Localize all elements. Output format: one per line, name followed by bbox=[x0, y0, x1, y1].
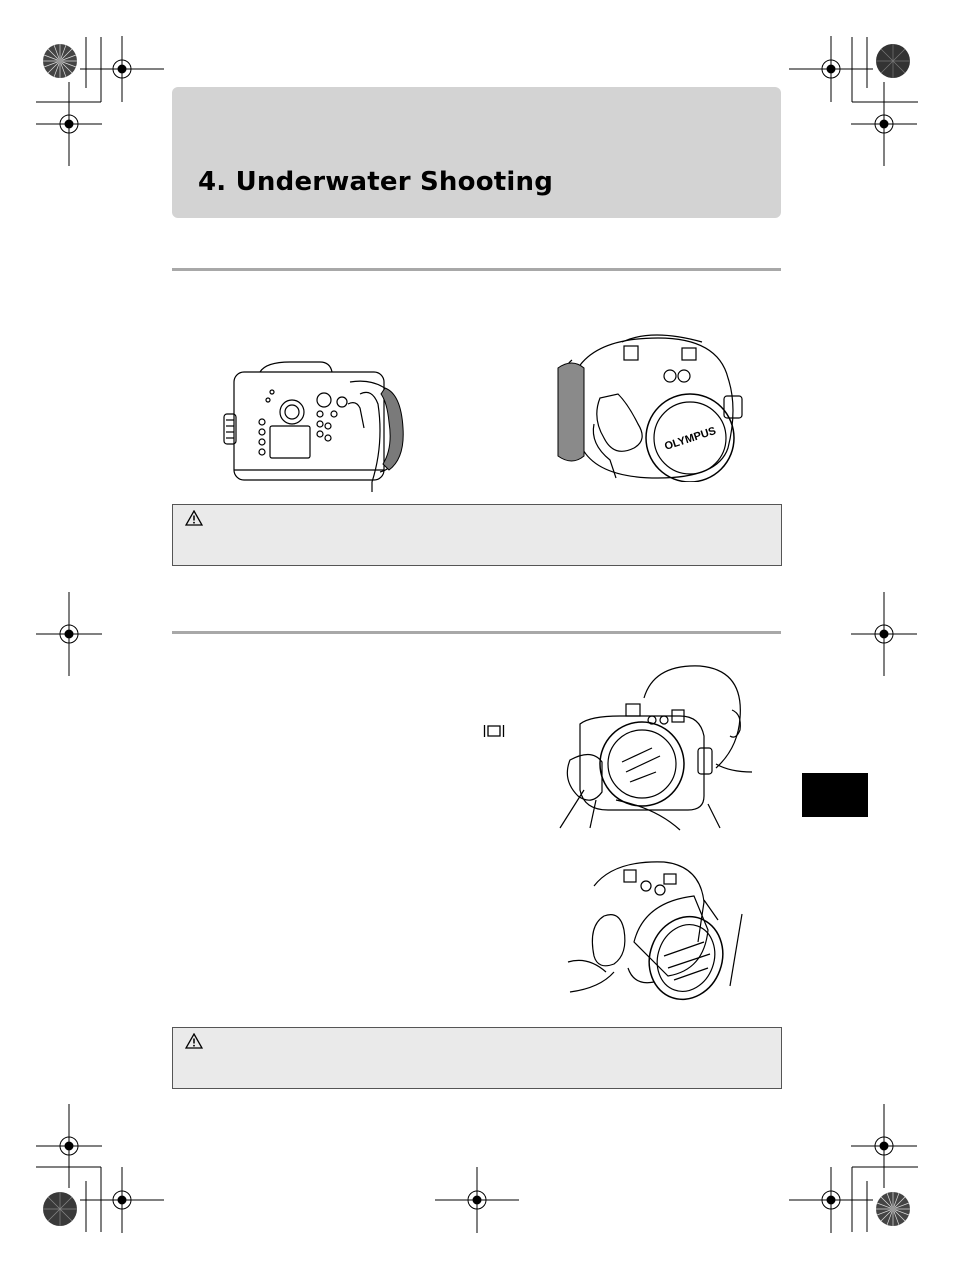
section-title-banner bbox=[172, 87, 781, 218]
registration-circle bbox=[876, 44, 910, 78]
crosshair-target bbox=[36, 592, 102, 676]
section-title: 4. Underwater Shooting bbox=[198, 167, 554, 197]
port-adjustment-illustration bbox=[564, 856, 750, 1006]
crosshair-target bbox=[80, 36, 164, 102]
caution-triangle-icon bbox=[185, 1033, 203, 1049]
crosshair-target bbox=[80, 1167, 164, 1233]
crosshair-target bbox=[851, 592, 917, 676]
crosshair-target bbox=[36, 82, 102, 166]
caution-box bbox=[172, 1027, 782, 1089]
crosshair-target bbox=[435, 1167, 519, 1233]
viewfinder-shooting-illustration bbox=[556, 664, 756, 832]
registration-circle bbox=[876, 1192, 910, 1226]
crosshair-target bbox=[789, 36, 873, 102]
section-divider bbox=[172, 268, 781, 271]
registration-circle bbox=[43, 1192, 77, 1226]
housing-rear-view-illustration bbox=[220, 358, 420, 492]
section-divider bbox=[172, 631, 781, 634]
crosshair-target bbox=[851, 1104, 917, 1188]
chapter-thumb-tab bbox=[802, 773, 868, 817]
housing-front-view-illustration bbox=[552, 328, 757, 482]
brand-logo: OLYMPUS bbox=[663, 424, 718, 453]
crosshair-target bbox=[789, 1167, 873, 1233]
caution-box bbox=[172, 504, 782, 566]
registration-circle bbox=[43, 44, 77, 78]
caution-triangle-icon bbox=[185, 510, 203, 526]
crosshair-target bbox=[36, 1104, 102, 1188]
viewfinder-icon bbox=[483, 724, 505, 743]
crosshair-target bbox=[851, 82, 917, 166]
